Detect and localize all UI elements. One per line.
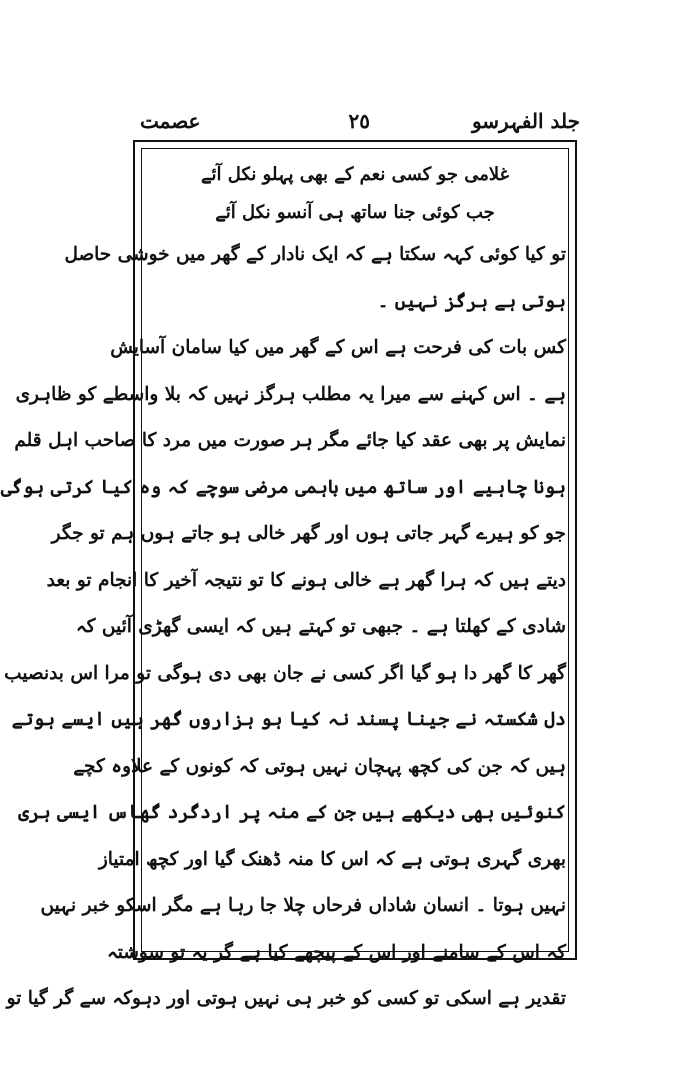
text-line: بھری گہری ہوتی ہے کہ اس کا منہ ڈھنک گیا اور کچھ امتیاز	[98, 848, 566, 870]
header-magazine-title: عصمت	[140, 109, 201, 133]
page-number: ٢٥	[348, 109, 370, 133]
text-line: تو کیا کوئی کہہ سکتا ہے کہ ایک نادار کے گھر میں خوشی حاصل	[64, 244, 566, 265]
text-line: ہوتی ہے ہرگز نہیں ۔	[377, 290, 566, 312]
header-volume-title: جلد الفہرسو	[471, 109, 580, 133]
text-line: نہیں ہوتا ۔ انسان شاداں فرحاں چلا جا رہا ہے مگر اسکو خبر نہیں	[40, 895, 566, 916]
verse-line: جب کوئی جنا ساتھ ہی آنسو نکل آئے	[215, 202, 495, 223]
verse-line: غلامی جو کسی نعم کے بھی پہلو نکل آئے	[200, 164, 510, 185]
text-line: جو کو ہیرے گہر جاتی ہوں اور گھر خالی ہو جاتے ہوں ہم تو جگر	[51, 523, 566, 544]
text-line: ہونا چاہیے اور ساتھ میں باہمی مرضی سوچے کہ وہ کیا کرتی ہوگی	[0, 476, 566, 498]
page-body	[0, 156, 566, 1023]
text-line: شادی کے کھلتا ہے ۔ جبھی تو کہتے ہیں کہ ایسی گھڑی آئیں کہ	[75, 616, 566, 637]
text-line: دیتے ہیں کہ ہرا گھر ہے خالی ہونے کا تو نتیجہ آخیر کا انجام تو بعد	[46, 569, 566, 591]
text-line: گھر کا گھر دا ہو گیا اگر کسی نے جان بھی دی ہوگی تو مرا اس بدنصیب	[4, 662, 566, 684]
text-line: کس بات کی فرحت ہے اس کے گھر میں کیا سامان آسایش	[110, 337, 566, 358]
text-line: ہے ۔ اس کہنے سے میرا یہ مطلب ہرگز نہیں کہ بلا واسطے کو ظاہری	[15, 383, 566, 405]
text-line: ہیں کہ جن کی کچھ پہچان نہیں ہوتی کہ کونوں کے علاوہ کچے	[73, 755, 566, 777]
text-line: نمایش پر بھی عقد کیا جائے مگر ہر صورت میں مرد کا صاحب اہل قلم	[14, 430, 566, 451]
text-line: کنوئیں بھی دیکھے ہیں جن کے منہ پر اردگرد گھاس ایسی ہری	[18, 802, 566, 823]
text-line: دل شکستہ نے جینا پسند نہ کیا ہو ہزاروں گھر ہیں ایسے ہوتے	[11, 709, 566, 730]
page-header	[130, 104, 580, 138]
text-line: تقدیر ہے اسکی تو کسی کو خبر ہی نہیں ہوتی اور دہوکہ سے گر گیا تو	[6, 988, 566, 1009]
text-line: کہ اس کے سامنے اور اس کے پیچھے کیا ہے گر یہ تو سوشتہ	[106, 941, 566, 963]
